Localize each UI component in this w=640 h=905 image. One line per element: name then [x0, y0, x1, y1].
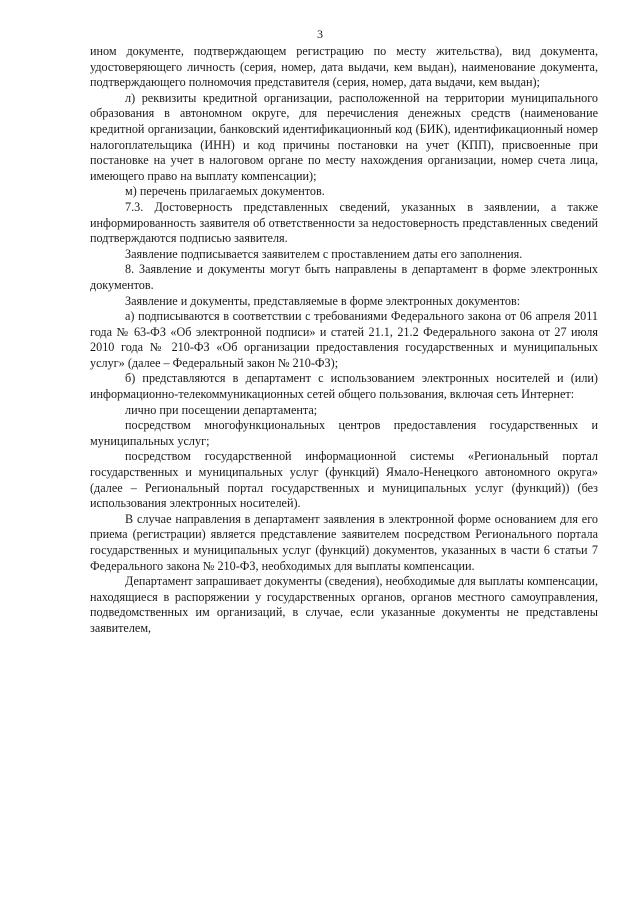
- paragraph-9: б) представляются в департамент с использованием электронных носителей и (или) информационно-телекоммуникационных сетей общего пользования, включая сеть Интернет:: [90, 371, 598, 402]
- paragraph-8: а) подписываются в соответствии с требованиями Федерального закона от 06 апреля 2011 года № 63-ФЗ «Об электронной подписи» и статей 21.1, 21.2 Федерального закона от 27 июля 2010 года № 210-ФЗ «Об организации предоставления государственных и муниципальных услуг» (далее – Федеральный закон № 210-ФЗ);: [90, 309, 598, 370]
- paragraph-4: 7.3. Достоверность представленных сведений, указанных в заявлении, а также информированность заявителя об ответственности за недостоверность представленных сведений подтверждаются подписью заявителя.: [90, 199, 598, 246]
- paragraph-3: м) перечень прилагаемых документов.: [125, 184, 325, 199]
- paragraph-6: 8. Заявление и документы могут быть направлены в департамент в форме электронных документов.: [90, 262, 598, 292]
- paragraph-2: л) реквизиты кредитной организации, расположенной на территории муниципального образования в автономном округе, для перечисления денежных средств (наименование кредитной организации, банковский идентификационный код (БИК), идентификационный номер налогоплательщика (ИНН) и код причины постановки на учет (КПП), присвоенные при постановке на учет в налоговом органе по месту нахождения организации, номер счета лица, имеющего право на выплату компенсации);: [90, 90, 598, 183]
- paragraph-12: посредством государственной информационной системы «Региональный портал государственных и муниципальных услуг (функций) Ямало-Ненецкого автономного округа» (далее – Региональный портал государственных и муниципальных услуг (функций)) (без использования электронных носителей).: [90, 449, 598, 511]
- paragraph-10: лично при посещении департамента;: [125, 402, 318, 417]
- paragraph-1: ином документе, подтверждающем регистрацию по месту жительства), вид документа, удостоверяющего личность (серия, номер, дата выдачи, кем выдан), наименование документа, подтверждающего полномочия представителя (серия, номер, дата выдачи, кем выдан);: [90, 44, 598, 90]
- paragraph-13: В случае направления в департамент заявления в электронной форме основанием для его приема (регистрации) является представление заявителем посредством Регионального портала государственных и муниципальных услуг (функций) документов, указанных в части 6 статьи 7 Федерального закона № 210-ФЗ, необходимых для выплаты компенсации.: [90, 511, 598, 573]
- paragraph-11: посредством многофункциональных центров предоставления государственных и муниципальных услуг;: [90, 418, 598, 448]
- page-number: 3: [317, 27, 323, 41]
- paragraph-14: Департамент запрашивает документы (сведения), необходимые для выплаты компенсации, находящиеся в распоряжении у государственных органов, органов местного самоуправления, подведомственных им организаций, в случае, если указанные документы не представлены заявителем,: [90, 574, 598, 635]
- paragraph-7: Заявление и документы, представляемые в форме электронных документов:: [125, 293, 521, 308]
- paragraph-5: Заявление подписывается заявителем с проставлением даты его заполнения.: [125, 246, 523, 261]
- document-body: [90, 44, 598, 637]
